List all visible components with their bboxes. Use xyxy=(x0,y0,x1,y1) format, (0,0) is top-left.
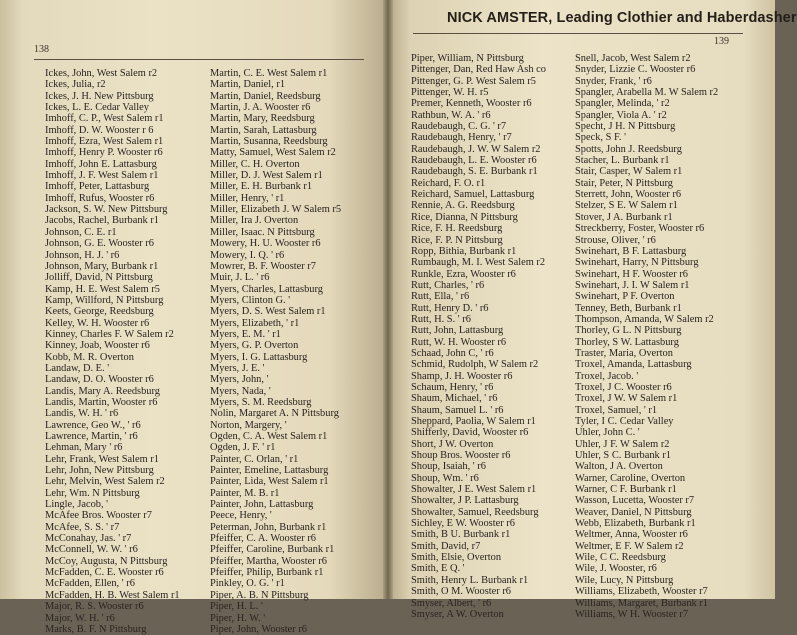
directory-entry: Jackson, S. W. New Pittsburg xyxy=(45,204,168,216)
directory-entry: McAfee Bros. Wooster r7 xyxy=(45,510,152,522)
directory-entry: Rumbaugh, M. I. West Salem r2 xyxy=(411,257,546,269)
directory-entry: Kamp, Willford, N Pittsburg xyxy=(45,294,164,306)
directory-entry: Troxel, Jacob. ' xyxy=(575,370,639,382)
directory-entry: Specht, J H. N Pittsburg xyxy=(575,121,676,133)
directory-entry: Warner, C F. Burbank r1 xyxy=(575,484,677,496)
directory-entry: Thompson, Amanda, W Salem r2 xyxy=(575,313,714,325)
directory-entry: Painter, M. B. r1 xyxy=(210,487,280,499)
left-page xyxy=(0,0,387,635)
directory-entry: Shamp, J. H. Wooster r6 xyxy=(411,370,513,382)
directory-entry: Raudebaugh, S. E. Burbank r1 xyxy=(411,166,538,178)
directory-entry: Webb, Elizabeth, Burbank r1 xyxy=(575,518,696,530)
directory-entry: Sichley, E W. Wooster r6 xyxy=(411,518,515,530)
directory-entry: Martin, C. E. West Salem r1 xyxy=(210,68,328,79)
directory-entry: Rice, Dianna, N Pittsburg xyxy=(411,211,518,223)
directory-entry: Stair, Casper, W Salem r1 xyxy=(575,166,683,178)
directory-entry: Miller, E. H. Burbank r1 xyxy=(210,181,313,193)
directory-entry: Imhoff, Ezra, West Salem r1 xyxy=(45,136,164,148)
directory-entry: Smith, David, r7 xyxy=(411,540,481,552)
directory-entry: Johnson, G. E. Wooster r6 xyxy=(45,238,154,250)
directory-entry: Norton, Margery, ' xyxy=(210,419,287,431)
directory-entry: Premer, Kenneth, Wooster r6 xyxy=(411,98,532,110)
directory-entry: Kinney, Charles F. W Salem r2 xyxy=(45,328,174,340)
directory-entry: Kelley, W. H. Wooster r6 xyxy=(45,317,150,329)
directory-entry: Jacobs, Rachel, Burbank r1 xyxy=(45,215,159,227)
left-header-rule xyxy=(34,59,364,60)
directory-entry: Rathbun, W. A. ' r6 xyxy=(411,109,491,121)
directory-entry: Keets, George, Reedsburg xyxy=(45,306,154,318)
directory-entry: Sterrett, John, Wooster r6 xyxy=(575,189,682,201)
directory-entry: Troxel, J C. Wooster r6 xyxy=(575,381,672,393)
directory-entry: Painter, C. Orlan, ' r1 xyxy=(210,453,299,465)
directory-entry: Piper, H. W. ' xyxy=(210,612,266,624)
directory-entry: Pfeiffer, Martha, Wooster r6 xyxy=(210,555,327,567)
directory-entry: Myers, Nada, ' xyxy=(210,385,271,397)
directory-entry: Kamp, H. E. West Salem r5 xyxy=(45,283,160,295)
directory-entry: Swinehart, J. I. W Salem r1 xyxy=(575,279,690,291)
directory-entry: Walton, J A. Overton xyxy=(575,461,663,473)
directory-entry: Snyder, Lizzie C. Wooster r6 xyxy=(575,64,696,76)
directory-entry: Speck, S F. ' xyxy=(575,132,626,144)
directory-entry: Landis, W. H. ' r6 xyxy=(45,408,119,420)
directory-entry: Piper, William, N Pittsburg xyxy=(411,53,524,64)
directory-entry: Myers, E. M. ' r1 xyxy=(210,328,281,340)
directory-entry: Imhoff, D. W. Wooster r 6 xyxy=(45,124,154,136)
directory-entry: Matty, Samuel, West Salem r2 xyxy=(210,147,336,159)
directory-entry: Spotts, John J. Reedsburg xyxy=(575,143,682,155)
directory-entry: Troxel, Amanda, Lattasburg xyxy=(575,359,692,371)
directory-entry: Short, J W. Overton xyxy=(411,438,494,450)
directory-entry: Peterman, John, Burbank r1 xyxy=(210,521,327,533)
directory-entry: McFadden, H. B. West Salem r1 xyxy=(45,589,180,601)
directory-entry: Piper, A. B. N Pittsburg xyxy=(210,589,309,601)
directory-entry: Rice, F. P. N Pittsburg xyxy=(411,234,503,246)
directory-entry: Miller, D. J. West Salem r1 xyxy=(210,170,323,182)
right-page xyxy=(387,0,797,620)
directory-entry: Reichard, Samuel, Lattasburg xyxy=(411,189,535,201)
directory-entry: Landis, Martin, Wooster r6 xyxy=(45,396,158,408)
directory-entry: Pittenger, G. P. West Salem r5 xyxy=(411,75,536,87)
directory-entry: Johnson, H. J. ' r6 xyxy=(45,249,120,261)
directory-entry: Marks, B. F. N Pittsburg xyxy=(45,623,147,635)
directory-entry: Martin, Mary, Reedsburg xyxy=(210,113,315,125)
directory-entry: Lehman, Mary ' r6 xyxy=(45,442,123,454)
right-header-rule xyxy=(413,33,743,34)
right-page-number: 139 xyxy=(714,36,729,47)
directory-entry: Wile, C C. Reedsburg xyxy=(575,552,666,564)
directory-entry: Muir, J. L. ' r6 xyxy=(210,272,270,284)
directory-entry: Ickes, J. H. New Pittsburg xyxy=(45,90,154,102)
directory-entry: Smith, Henry L. Burbank r1 xyxy=(411,574,529,586)
directory-entry: Painter, John, Lattasburg xyxy=(210,499,314,511)
directory-entry: Raudebaugh, L. E. Wooster r6 xyxy=(411,155,537,167)
directory-entry: Troxel, J W. W Salem r1 xyxy=(575,393,678,405)
directory-entry: Pfeiffer, Caroline, Burbank r1 xyxy=(210,544,335,556)
directory-entry: Shaum, Samuel L. ' r6 xyxy=(411,404,504,416)
directory-entry: Lehr, John, New Pittsburg xyxy=(45,465,154,477)
right-page-column-2 xyxy=(575,53,755,620)
directory-entry: Spangler, Arabella M. W Salem r2 xyxy=(575,87,719,99)
directory-entry: Landaw, D. O. Wooster r6 xyxy=(45,374,154,386)
directory-entry: Traster, Maria, Overton xyxy=(575,347,673,359)
directory-entry: Swinehart, Harry, N Pittsburg xyxy=(575,257,699,269)
directory-entry: Imhoff, John E. Lattasburg xyxy=(45,158,157,170)
directory-entry: Stelzer, S E. W Salem r1 xyxy=(575,200,678,212)
directory-entry: Myers, D. S. West Salem r1 xyxy=(210,306,326,318)
directory-entry: Piper, H. L. ' xyxy=(210,601,263,613)
directory-entry: Rutt, W. H. Wooster r6 xyxy=(411,336,507,348)
directory-entry: Rutt, Ella, ' r6 xyxy=(411,291,470,303)
directory-entry: Thorley, G L. N Pittsburg xyxy=(575,325,682,337)
directory-entry: Lehr, Frank, West Salem r1 xyxy=(45,453,159,465)
directory-entry: Shoup Bros. Wooster r6 xyxy=(411,450,511,462)
directory-entry: Miller, Ira J. Overton xyxy=(210,215,299,227)
directory-entry: Johnson, Mary, Burbank r1 xyxy=(45,260,159,272)
directory-entry: Myers, S. M. Reedsburg xyxy=(210,396,312,408)
directory-entry: Myers, John, ' xyxy=(210,374,269,386)
directory-entry: Weltmer, E F. W Salem r2 xyxy=(575,540,684,552)
left-page-number: 138 xyxy=(34,44,49,55)
directory-entry: Williams, W H. Wooster r7 xyxy=(575,608,689,620)
directory-entry: Lehr, Melvin, West Salem r2 xyxy=(45,476,165,488)
directory-entry: Peece, Henry, ' xyxy=(210,510,272,522)
directory-entry: Piper, John, Wooster r6 xyxy=(210,623,307,635)
directory-entry: Pittenger, Dan, Red Haw Ash co xyxy=(411,64,546,76)
directory-entry: Miller, C. H. Overton xyxy=(210,158,300,170)
directory-entry: Smith, E Q. ' xyxy=(411,563,465,575)
directory-entry: Imhoff, Rufus, Wooster r6 xyxy=(45,192,155,204)
directory-entry: Raudebaugh, Henry, ' r7 xyxy=(411,132,512,144)
directory-entry: Shoup, Isaiah, ' r6 xyxy=(411,461,486,473)
directory-entry: Pittenger, W. H. r5 xyxy=(411,87,489,99)
directory-entry: Wasson, Lucetta, Wooster r7 xyxy=(575,495,695,507)
directory-entry: Uhler, John C. ' xyxy=(575,427,640,439)
directory-entry: Major, R. S. Wooster r6 xyxy=(45,601,144,613)
directory-entry: Ropp, Bithia, Burbank r1 xyxy=(411,245,517,257)
directory-entry: Streckberry, Foster, Wooster r6 xyxy=(575,223,705,235)
directory-entry: Miller, Isaac. N Pittsburg xyxy=(210,226,315,238)
directory-entry: Rutt, H. S. ' r6 xyxy=(411,313,471,325)
left-page-column-2 xyxy=(210,68,380,635)
directory-entry: Williams, Margaret, Burbank r1 xyxy=(575,597,708,609)
directory-entry: Shifferly, David, Wooster r6 xyxy=(411,427,529,439)
directory-entry: Smith, Elsie, Overton xyxy=(411,552,502,564)
directory-entry: Stover, J A. Burbank r1 xyxy=(575,211,673,223)
directory-entry: Stacher, L. Burbank r1 xyxy=(575,155,670,167)
directory-entry: Williams, Elizabeth, Wooster r7 xyxy=(575,586,708,598)
directory-entry: Kobb, M. R. Overton xyxy=(45,351,134,363)
directory-entry: Myers, Charles, Lattasburg xyxy=(210,283,323,295)
directory-entry: Shaum, Michael, ' r6 xyxy=(411,393,498,405)
directory-entry: Raudebaugh, C. G. ' r7 xyxy=(411,121,507,133)
directory-entry: Weaver, Daniel, N Pittsburg xyxy=(575,506,692,518)
directory-entry: Lingle, Jacob, ' xyxy=(45,499,109,511)
directory-entry: Myers, Clinton G. ' xyxy=(210,294,291,306)
directory-entry: Nolin, Margaret A. N Pittsburg xyxy=(210,408,339,420)
directory-entry: Imhoff, J. F. West Salem r1 xyxy=(45,170,159,182)
directory-entry: Showalter, J E. West Salem r1 xyxy=(411,484,537,496)
directory-entry: Ickes, L. E. Cedar Valley xyxy=(45,102,149,114)
directory-entry: Pfeiffer, C. A. Wooster r6 xyxy=(210,533,317,545)
directory-entry: Rice, F. H. Reedsburg xyxy=(411,223,503,235)
directory-entry: Sheppard, Paolia, W Salem r1 xyxy=(411,416,536,427)
directory-entry: Wile, J. Wooster, r6 xyxy=(575,563,657,575)
directory-entry: Jolliff, David, N Pittsburg xyxy=(45,272,153,284)
directory-entry: Showalter, J P. Lattasburg xyxy=(411,495,519,507)
directory-entry: Imhoff, C. P., West Salem r1 xyxy=(45,113,164,125)
directory-entry: Myers, I. G. Lattasburg xyxy=(210,351,308,363)
book-spine xyxy=(383,0,393,599)
directory-entry: Ickes, John, West Salem r2 xyxy=(45,68,158,79)
directory-entry: Martin, Daniel, Reedsburg xyxy=(210,90,321,102)
directory-entry: Rennie, A. G. Reedsburg xyxy=(411,200,515,212)
directory-entry: Rutt, Henry D. ' r6 xyxy=(411,302,489,314)
directory-entry: Miller, Henry, ' r1 xyxy=(210,192,285,204)
directory-entry: Mowery, H. U. Wooster r6 xyxy=(210,238,321,250)
directory-entry: Spangler, Melinda, ' r2 xyxy=(575,98,670,110)
directory-entry: Spangler, Viola A. ' r2 xyxy=(575,109,667,121)
directory-entry: Kinney, Joab, Wooster r6 xyxy=(45,340,150,352)
directory-entry: Martin, Daniel, r1 xyxy=(210,79,286,91)
directory-entry: Pinkley, O. G. ' r1 xyxy=(210,578,285,590)
directory-entry: Myers, Elizabeth, ' r1 xyxy=(210,317,300,329)
directory-entry: Pfeiffer, Philip, Burbank r1 xyxy=(210,567,324,579)
directory-entry: Ogden, J. F. ' r1 xyxy=(210,442,276,454)
directory-entry: Miller, Elizabeth J. W Salem r5 xyxy=(210,204,342,216)
directory-entry: Major, W. H. ' r6 xyxy=(45,612,115,624)
directory-entry: Martin, J. A. Wooster r6 xyxy=(210,102,311,114)
directory-entry: Imhoff, Peter, Lattasburg xyxy=(45,181,150,193)
directory-entry: Myers, G. P. Overton xyxy=(210,340,299,352)
directory-entry: McFadden, Ellen, ' r6 xyxy=(45,578,135,590)
directory-entry: Painter, Emeline, Lattasburg xyxy=(210,465,329,477)
right-page-header: NICK AMSTER, Leading Clothier and Haberdasher xyxy=(447,10,797,26)
directory-entry: Rutt, John, Lattasburg xyxy=(411,325,504,337)
directory-entry: Swinehart, B F. Lattasburg xyxy=(575,245,687,257)
directory-entry: Smith, B U. Burbank r1 xyxy=(411,529,511,541)
directory-entry: Ogden, C. A. West Salem r1 xyxy=(210,431,328,442)
directory-entry: Lawrence, Geo W., ' r6 xyxy=(45,419,141,431)
directory-entry: Imhoff, Henry P. Wooster r6 xyxy=(45,147,163,159)
directory-entry: Mowery, I. Q. ' r6 xyxy=(210,249,285,261)
right-page-column-1 xyxy=(411,53,579,620)
directory-entry: Schaum, Henry, ' r6 xyxy=(411,381,494,393)
directory-entry: Troxel, Samuel, ' r1 xyxy=(575,404,658,416)
directory-entry: Lawrence, Martin, ' r6 xyxy=(45,431,138,442)
directory-entry: Lehr, Wm. N Pittsburg xyxy=(45,487,140,499)
directory-entry: Tenney, Beth, Burbank r1 xyxy=(575,302,682,314)
directory-entry: Smyser, Albert, ' r6 xyxy=(411,597,492,609)
directory-entry: Ickes, Julia, r2 xyxy=(45,79,106,91)
directory-entry: Landaw, D. E. ' xyxy=(45,362,110,374)
directory-entry: Swinehart, H F. Wooster r6 xyxy=(575,268,689,280)
directory-entry: Strouse, Oliver, ' r6 xyxy=(575,234,656,246)
directory-entry: Warner, Caroline, Overton xyxy=(575,472,686,484)
directory-entry: Rutt, Charles, ' r6 xyxy=(411,279,485,291)
directory-entry: Raudebaugh, J. W. W Salem r2 xyxy=(411,143,541,155)
directory-entry: Runkle, Ezra, Wooster r6 xyxy=(411,268,516,280)
directory-entry: Uhler, J F. W Salem r2 xyxy=(575,438,670,450)
directory-entry: Swinehart, P F. Overton xyxy=(575,291,675,303)
left-page-column-1 xyxy=(45,68,210,635)
directory-entry: Landis, Mary A. Reedsburg xyxy=(45,385,160,397)
directory-entry: McConahay, Jas. ' r7 xyxy=(45,533,132,545)
directory-entry: Snyder, Frank, ' r6 xyxy=(575,75,652,87)
directory-entry: Thorley, S W. Lattasburg xyxy=(575,336,679,348)
directory-entry: McConnell, W. W. ' r6 xyxy=(45,544,138,556)
directory-entry: Showalter, Samuel, Reedsburg xyxy=(411,506,539,518)
directory-entry: Martin, Susanna, Reedsburg xyxy=(210,136,328,148)
directory-entry: McCoy, Augusta, N Pittsburg xyxy=(45,555,168,567)
directory-entry: Johnson, C. E. r1 xyxy=(45,226,117,238)
directory-entry: Smith, O M. Wooster r6 xyxy=(411,586,511,598)
directory-entry: Reichard, F. O. r1 xyxy=(411,177,486,189)
directory-entry: Shoup, Wm. ' r6 xyxy=(411,472,479,484)
directory-entry: Smyser, A W. Overton xyxy=(411,608,504,620)
directory-entry: Painter, Lida, West Salem r1 xyxy=(210,476,329,488)
directory-entry: Myers, J. E. ' xyxy=(210,362,265,374)
directory-entry: Stair, Peter, N Pittsburg xyxy=(575,177,673,189)
directory-entry: McFadden, C. E. Wooster r6 xyxy=(45,567,164,579)
directory-entry: Tyler, I C. Cedar Valley xyxy=(575,416,674,427)
directory-entry: Schaad, John C, ' r6 xyxy=(411,347,494,359)
directory-entry: Martin, Sarah, Lattasburg xyxy=(210,124,317,136)
directory-entry: Wile, Lucy, N Pittsburg xyxy=(575,574,674,586)
directory-entry: Schmid, Rudolph, W Salem r2 xyxy=(411,359,539,371)
directory-entry: Weltmer, Anna, Wooster r6 xyxy=(575,529,688,541)
directory-entry: McAfee, S. S. ' r7 xyxy=(45,521,120,533)
directory-entry: Mowrer, B. F. Wooster r7 xyxy=(210,260,316,272)
directory-entry: Uhler, S C. Burbank r1 xyxy=(575,450,671,462)
directory-entry: Snell, Jacob, West Salem r2 xyxy=(575,53,691,64)
